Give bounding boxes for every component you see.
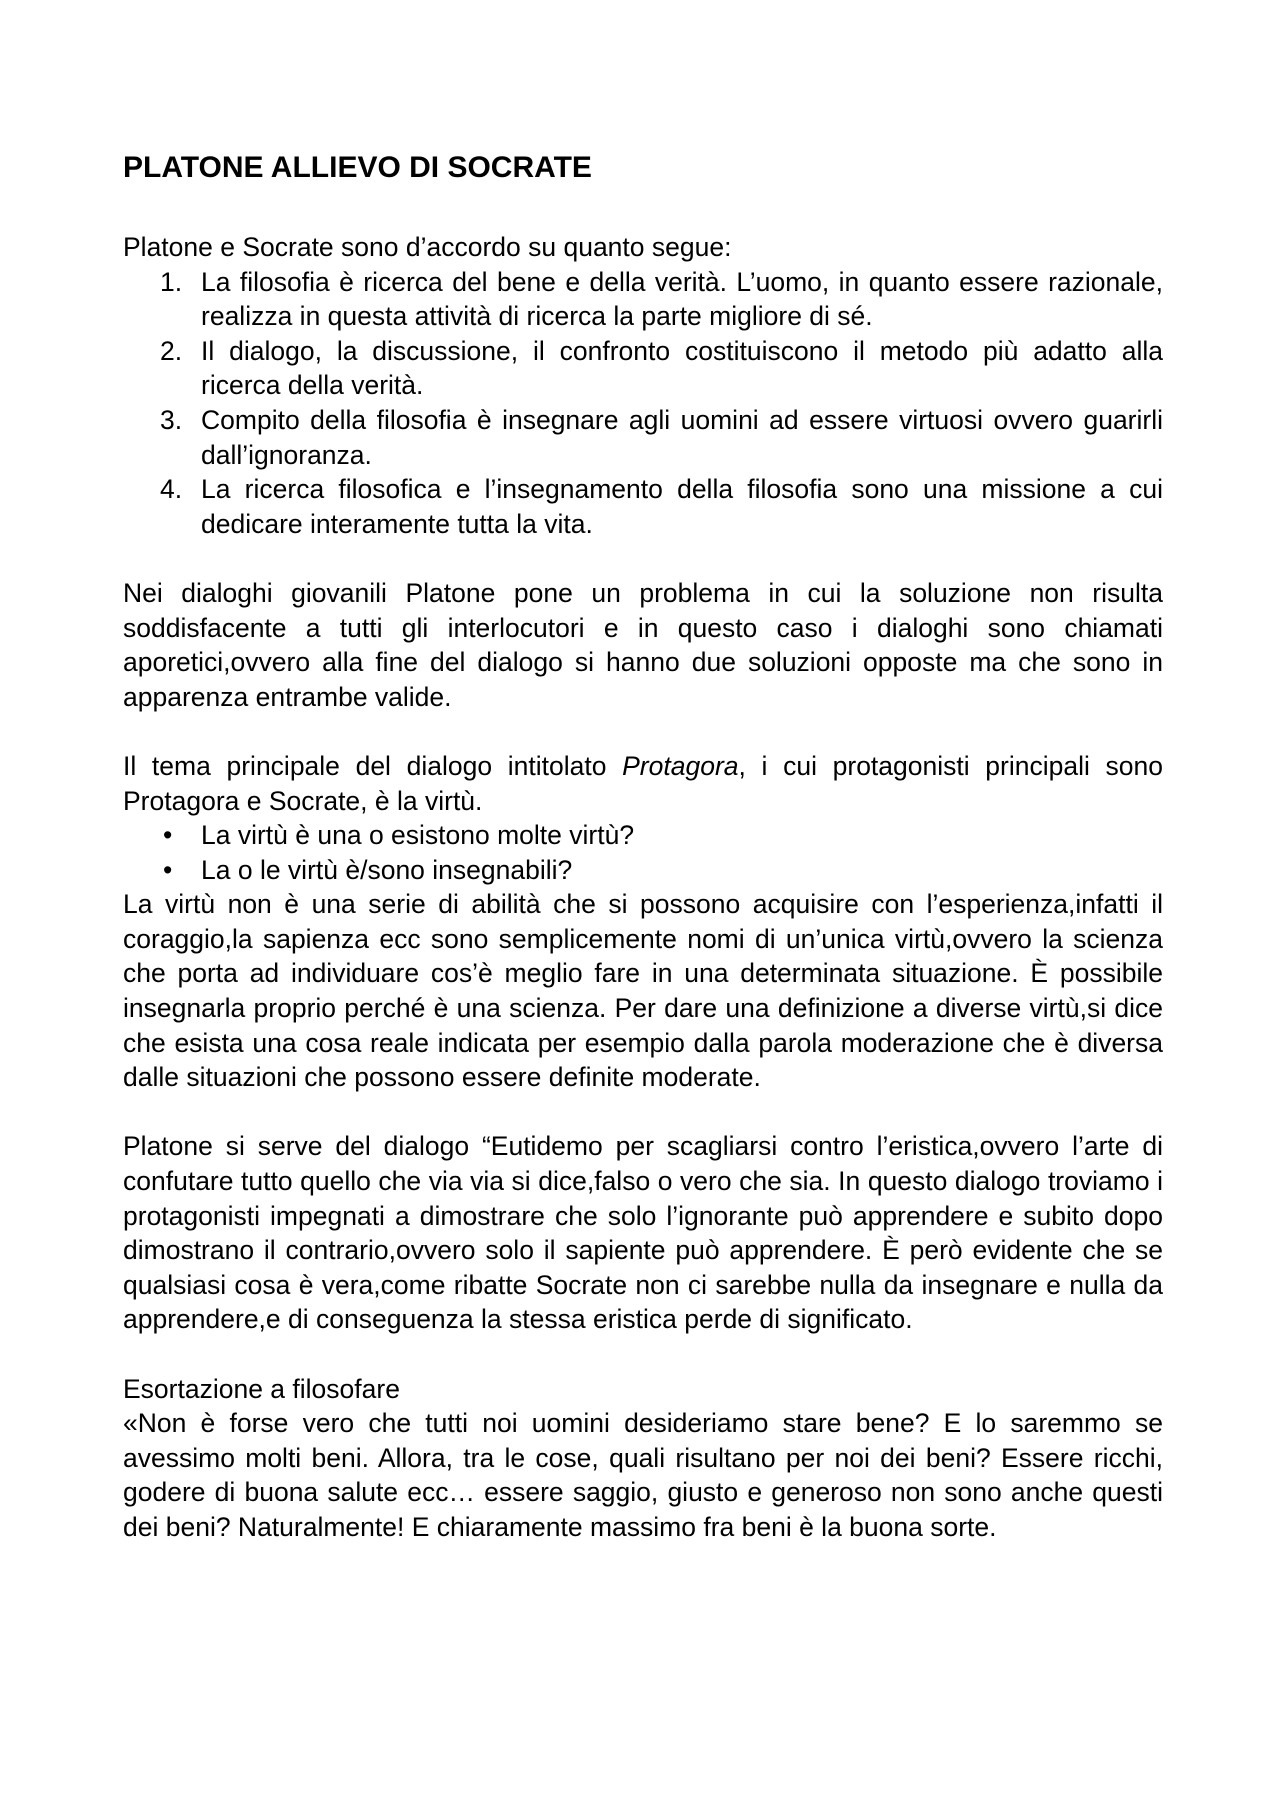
list-item-text: Il dialogo, la discussione, il confronto costituiscono il metodo più adatto alla ricerca della verità. — [201, 335, 1163, 401]
list-item — [123, 472, 1163, 541]
list-number: 3. — [160, 404, 183, 435]
list-item-text: La ricerca filosofica e l’insegnamento della filosofia sono una missione a cui dedicare interamente tutta la vita. — [201, 474, 1163, 539]
intro-paragraph: Platone e Socrate sono d’accordo su quanto segue: — [123, 232, 732, 262]
bullet-item — [123, 853, 1163, 888]
virtu-paragraph: La virtù non è una serie di abilità che si possono acquisire con l’esperienza,infatti il coraggio,la sapienza ecc sono semplicemente nomi di un’unica virtù,ovvero la scienza che porta ad individuare cos’è meglio fare in una determinata situazione. È possibile insegnarla proprio perché è una scienza. Per dare una definizione a diverse virtù,si dice che esista una cosa reale indicata per esempio dalla parola moderazione che è diversa dalle situazioni che possono essere definite moderate. — [123, 889, 1163, 1093]
paragraph-spacer — [123, 1337, 1163, 1372]
list-number: 1. — [160, 266, 183, 297]
protagora-text-after: , i cui protagonisti principali sono Protagora e Socrate, è la virtù. — [123, 750, 1164, 816]
paragraph-spacer — [123, 1095, 1163, 1130]
dialoghi-paragraph: Nei dialoghi giovanili Platone pone un problema in cui la soluzione non risulta soddisfacente a tutti gli interlocutori e in questo caso i dialoghi sono chiamati aporetici,ovvero alla fine del dialogo si hanno due soluzioni opposte ma che sono in apparenza entrambe valide. — [123, 577, 1163, 712]
bullet-item-text: La o le virtù è/sono insegnabili? — [201, 854, 573, 885]
list-item-text: La filosofia è ricerca del bene e della verità. L’uomo, in quanto essere razionale, realizza in questa attività di ricerca la parte migliore di sé. — [201, 266, 1163, 332]
document-page — [123, 150, 1163, 1545]
bullet-list — [123, 818, 1163, 887]
list-item — [123, 265, 1163, 334]
eutidemo-paragraph: Platone si serve del dialogo “Eutidemo per scagliarsi contro l’eristica,ovvero l’arte di confutare tutto quello che via via si dice,falso o vero che sia. In questo dialogo troviamo i protagonisti impegnati a dimostrare che solo l’ignorante può apprendere e subito dopo dimostrano il contrario,ovvero solo il sapiente può apprendere. È però evidente che se qualsiasi cosa è vera,come ribatte Socrate non ci sarebbe nulla da insegnare e nulla da apprendere,e di conseguenza la stessa eristica perde di significato. — [123, 1131, 1163, 1335]
protagora-paragraph — [123, 749, 1163, 818]
list-number: 4. — [160, 474, 183, 505]
quote-paragraph: «Non è forse vero che tutti noi uomini desideriamo stare bene? E lo saremmo se avessimo molti beni. Allora, tra le cose, quali risultano per noi dei beni? Essere ricchi, godere di buona salute ecc… essere saggio, giusto e generoso non sono anche questi dei beni? Naturalmente! E chiaramente massimo fra beni è la buona sorte. — [123, 1408, 1163, 1542]
bullet-icon: • — [163, 854, 173, 885]
numbered-list — [123, 265, 1163, 542]
list-number: 2. — [160, 335, 183, 366]
list-item — [123, 403, 1163, 472]
bullet-item — [123, 818, 1163, 853]
list-item — [123, 334, 1163, 403]
bullet-item-text: La virtù è una o esistono molte virtù? — [201, 820, 635, 851]
protagora-text-before: Il tema principale del dialogo intitolato — [123, 750, 623, 781]
section-heading: Esortazione a filosofare — [123, 1373, 400, 1404]
bullet-icon: • — [163, 820, 173, 851]
paragraph-spacer — [123, 714, 1163, 749]
protagora-title-italic: Protagora — [622, 750, 739, 781]
paragraph-spacer — [123, 541, 1163, 576]
document-title: PLATONE ALLIEVO DI SOCRATE — [123, 151, 592, 184]
list-item-text: Compito della filosofia è insegnare agli uomini ad essere virtuosi ovvero guarirli dall’ignoranza. — [201, 404, 1163, 470]
